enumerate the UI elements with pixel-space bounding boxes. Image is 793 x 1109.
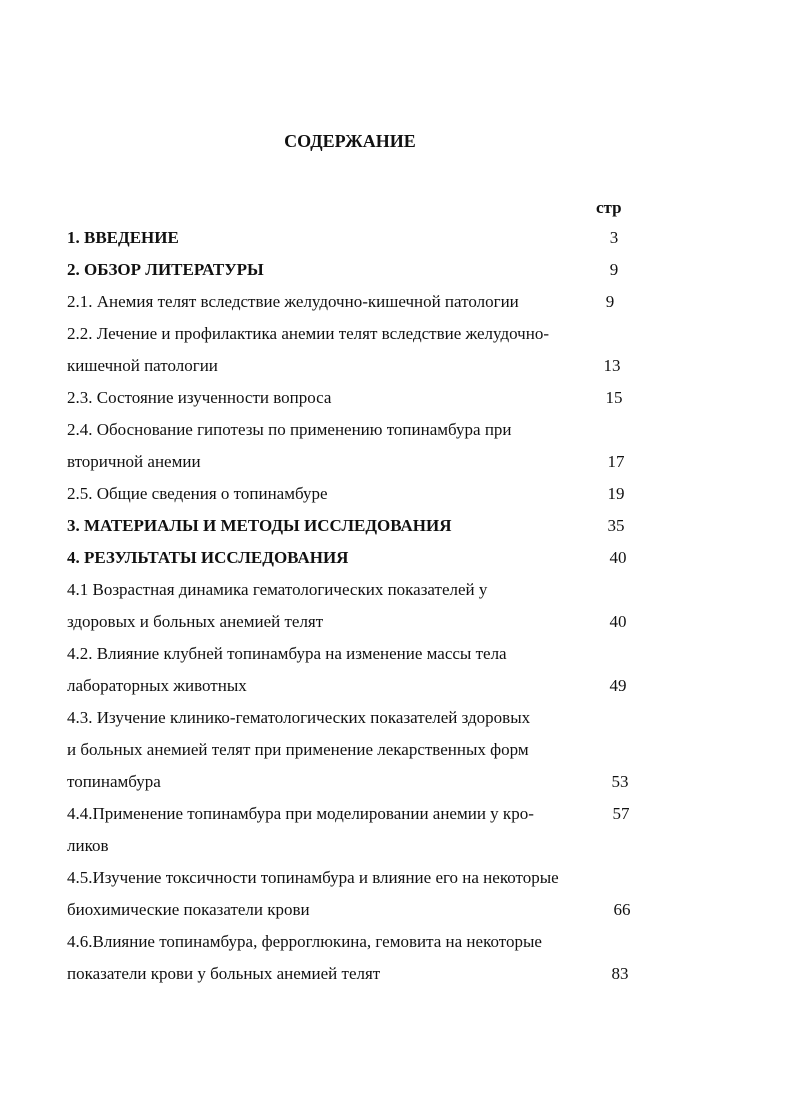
toc-page-number: 9 bbox=[609, 260, 619, 279]
toc-page-number: 15 bbox=[605, 388, 623, 407]
page-column-label: стр bbox=[596, 198, 622, 217]
toc-entry-line: 2.2. Лечение и профилактика анемии телят вследствие желудочно- bbox=[67, 324, 549, 343]
toc-entry-line: показатели крови у больных анемией телят bbox=[67, 964, 381, 983]
toc-entry-line: 2.4. Обоснование гипотезы по применению топинамбура при bbox=[67, 420, 512, 439]
toc-entry-line: здоровых и больных анемией телят bbox=[67, 612, 324, 631]
toc-page-number: 17 bbox=[607, 452, 625, 471]
toc-entry-line: 4. РЕЗУЛЬТАТЫ ИССЛЕДОВАНИЯ bbox=[67, 548, 349, 567]
toc-entry-line: 1. ВВЕДЕНИЕ bbox=[67, 228, 179, 247]
toc-entry-line: ликов bbox=[67, 836, 109, 855]
toc-entry-line: 2.5. Общие сведения о топинамбуре bbox=[67, 484, 328, 503]
toc-entry-line: 4.2. Влияние клубней топинамбура на изменение массы тела bbox=[67, 644, 507, 663]
toc-page-number: 13 bbox=[603, 356, 621, 375]
toc-entry-line: 2.1. Анемия телят вследствие желудочно-кишечной патологии bbox=[67, 292, 519, 311]
toc-entry-line: и больных анемией телят при применение лекарственных форм bbox=[67, 740, 529, 759]
toc-page-number: 66 bbox=[613, 900, 631, 919]
toc-entry-line: 4.5.Изучение токсичности топинамбура и влияние его на некоторые bbox=[67, 868, 559, 887]
toc-page-number: 53 bbox=[611, 772, 629, 791]
toc-page-number: 9 bbox=[605, 292, 615, 311]
toc-entry-line: 2. ОБЗОР ЛИТЕРАТУРЫ bbox=[67, 260, 264, 279]
toc-page-number: 57 bbox=[612, 804, 630, 823]
toc-entry-line: 4.4.Применение топинамбура при моделировании анемии у кро- bbox=[67, 804, 534, 823]
toc-page-number: 35 bbox=[607, 516, 625, 535]
toc-page-number: 40 bbox=[609, 612, 627, 631]
toc-entry-line: 4.1 Возрастная динамика гематологических показателей у bbox=[67, 580, 488, 599]
toc-page-number: 3 bbox=[609, 228, 619, 247]
toc-entry-line: 3. МАТЕРИАЛЫ И МЕТОДЫ ИССЛЕДОВАНИЯ bbox=[67, 516, 452, 535]
toc-entry-line: 2.3. Состояние изученности вопроса bbox=[67, 388, 332, 407]
toc-page-number: 83 bbox=[611, 964, 629, 983]
toc-page-number: 40 bbox=[609, 548, 627, 567]
page-title: СОДЕРЖАНИЕ bbox=[284, 131, 416, 151]
toc-entry-line: лабораторных животных bbox=[67, 676, 247, 695]
toc-entry-line: биохимические показатели крови bbox=[67, 900, 310, 919]
toc-entry-line: топинамбура bbox=[67, 772, 161, 791]
toc-entry-line: кишечной патологии bbox=[67, 356, 218, 375]
toc-page-number: 19 bbox=[607, 484, 625, 503]
toc-page-number: 49 bbox=[609, 676, 627, 695]
toc-entry-line: 4.6.Влияние топинамбура, ферроглюкина, гемовита на некоторые bbox=[67, 932, 542, 951]
toc-entry-line: вторичной анемии bbox=[67, 452, 201, 471]
toc-entry-line: 4.3. Изучение клинико-гематологических показателей здоровых bbox=[67, 708, 531, 727]
